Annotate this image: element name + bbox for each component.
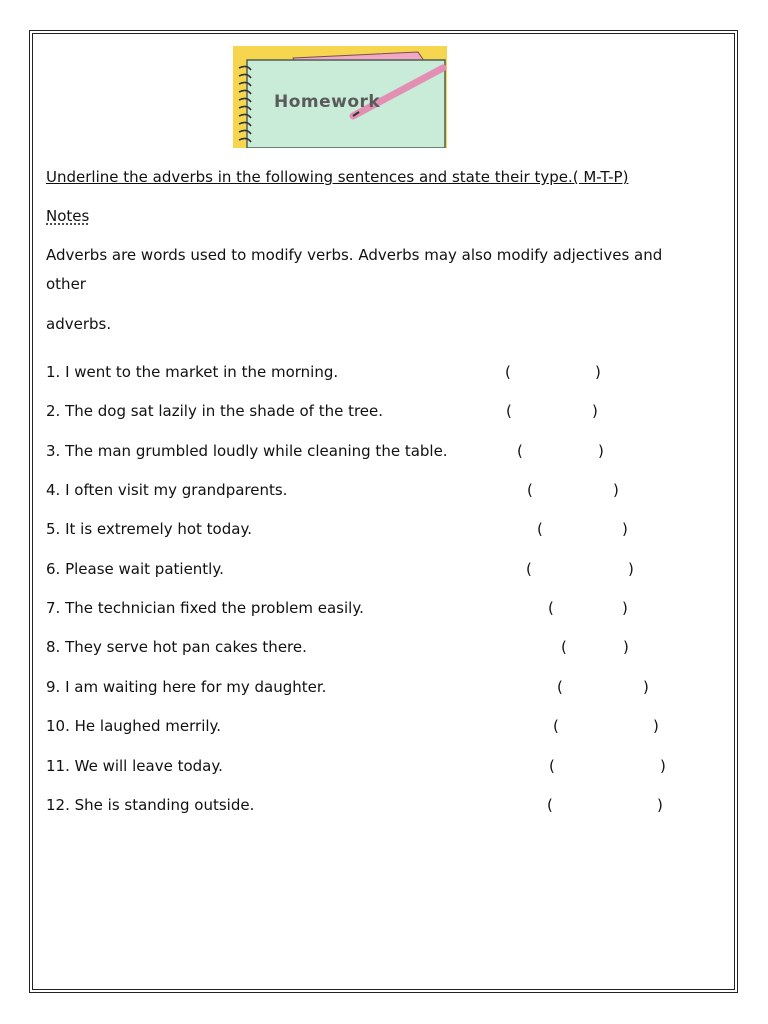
sentence-1: 1. I went to the market in the morning. [46, 363, 339, 381]
answer-open-paren-5: ( [537, 520, 543, 538]
sentence-7: 7. The technician fixed the problem easily. [46, 599, 364, 617]
answer-open-paren-3: ( [517, 442, 523, 460]
sentence-11: 11. We will leave today. [46, 757, 223, 775]
notes-text-line3: adverbs. [46, 315, 112, 333]
answer-open-paren-12: ( [547, 796, 553, 814]
answer-close-paren-1: ) [595, 363, 601, 381]
answer-close-paren-4: ) [613, 481, 619, 499]
answer-open-paren-4: ( [527, 481, 533, 499]
sentence-2: 2. The dog sat lazily in the shade of the tree. [46, 402, 384, 420]
sentence-9: 9. I am waiting here for my daughter. [46, 678, 327, 696]
sentence-4: 4. I often visit my grandparents. [46, 481, 288, 499]
answer-open-paren-6: ( [526, 560, 532, 578]
answer-close-paren-2: ) [592, 402, 598, 420]
sentence-12: 12. She is standing outside. [46, 796, 255, 814]
instructions-title: Underline the adverbs in the following sentences and state their type.( M-T-P) [46, 168, 629, 186]
homework-banner [233, 46, 447, 148]
answer-close-paren-7: ) [622, 599, 628, 617]
answer-open-paren-10: ( [553, 717, 559, 735]
notes-text-line2: other [46, 275, 86, 293]
answer-close-paren-5: ) [622, 520, 628, 538]
answer-open-paren-2: ( [506, 402, 512, 420]
answer-close-paren-11: ) [660, 757, 666, 775]
answer-close-paren-6: ) [628, 560, 634, 578]
answer-open-paren-9: ( [557, 678, 563, 696]
answer-open-paren-8: ( [561, 638, 567, 656]
answer-open-paren-11: ( [549, 757, 555, 775]
answer-open-paren-7: ( [548, 599, 554, 617]
sentence-10: 10. He laughed merrily. [46, 717, 222, 735]
sentence-5: 5. It is extremely hot today. [46, 520, 252, 538]
sentence-8: 8. They serve hot pan cakes there. [46, 638, 307, 656]
answer-close-paren-8: ) [623, 638, 629, 656]
sentence-6: 6. Please wait patiently. [46, 560, 224, 578]
answer-close-paren-3: ) [598, 442, 604, 460]
sentence-3: 3. The man grumbled loudly while cleaning the table. [46, 442, 448, 460]
answer-close-paren-10: ) [653, 717, 659, 735]
answer-close-paren-12: ) [657, 796, 663, 814]
notes-label: Notes [46, 207, 90, 225]
notes-text-line1: Adverbs are words used to modify verbs. Adverbs may also modify adjectives and [46, 246, 663, 264]
answer-open-paren-1: ( [505, 363, 511, 381]
banner-text: Homework [274, 92, 381, 112]
answer-close-paren-9: ) [643, 678, 649, 696]
